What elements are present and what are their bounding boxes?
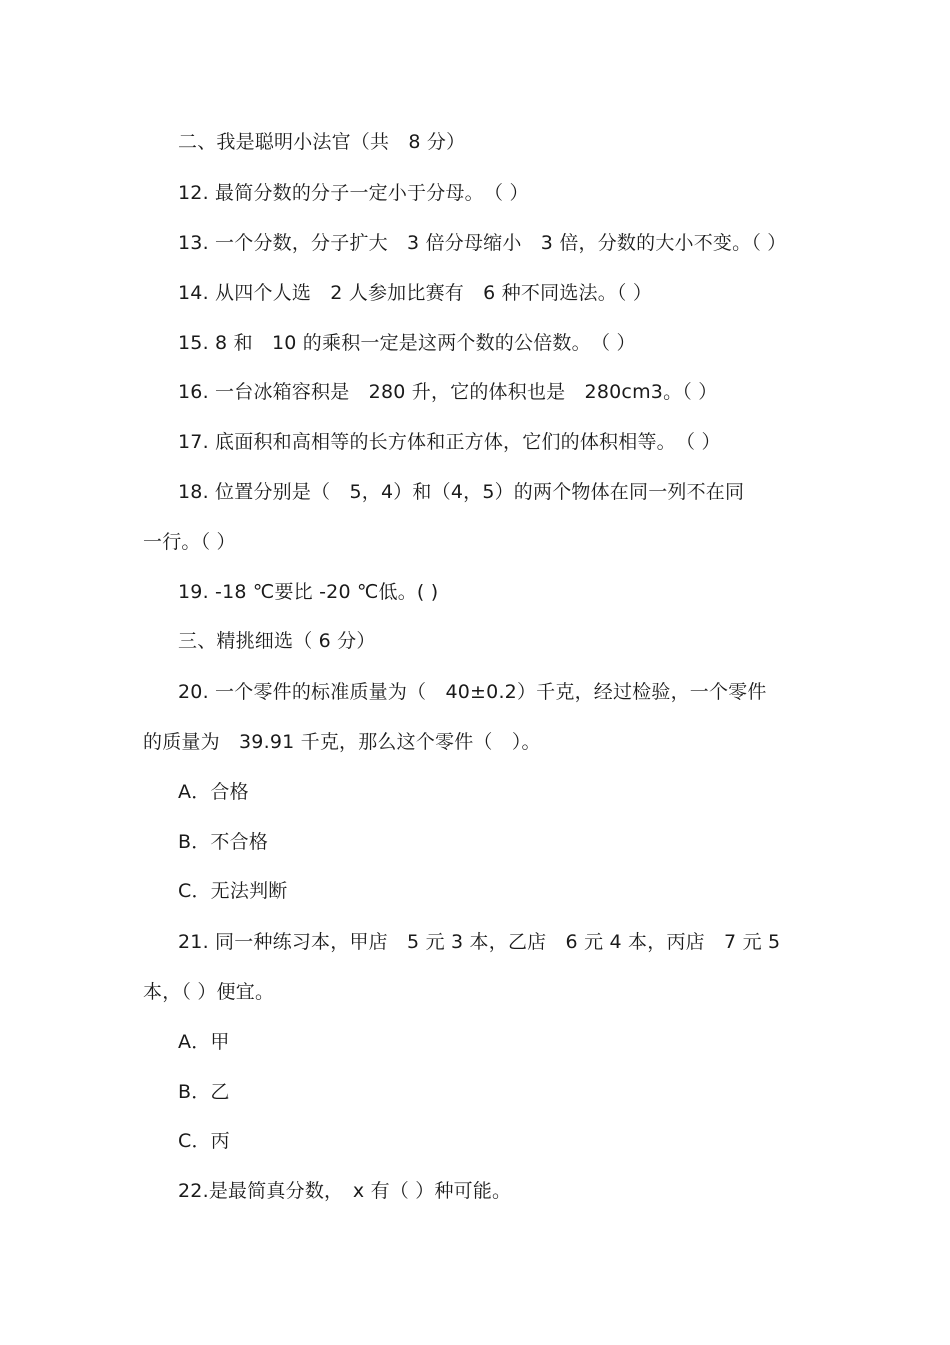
option-20-b: B．不合格 xyxy=(178,831,269,853)
option-20-c: C．无法判断 xyxy=(178,880,288,902)
question-19: 19. -18 ℃要比 -20 ℃低。( ) xyxy=(178,581,439,603)
option-21-a: A．甲 xyxy=(178,1031,230,1053)
question-15: 15. 8 和 10 的乘积一定是这两个数的公倍数。 （ ） xyxy=(178,332,636,354)
section-heading-3: 三、精挑细选（ 6 分） xyxy=(178,630,376,652)
question-21: 21. 同一种练习本，甲店 5 元 3 本，乙店 6 元 4 本，丙店 7 元 5 xyxy=(178,931,781,953)
question-12: 12. 最简分数的分子一定小于分母。 （ ） xyxy=(178,182,529,204)
question-14: 14. 从四个人选 2 人参加比赛有 6 种不同选法。（ ） xyxy=(178,282,653,304)
option-20-a: A．合格 xyxy=(178,781,249,803)
question-21-continued: 本，（ ）便宜。 xyxy=(143,981,275,1003)
section-heading-2: 二、我是聪明小法官（共 8 分） xyxy=(178,131,466,153)
question-22: 22.是最简真分数， x 有（ ）种可能。 xyxy=(178,1180,512,1202)
question-16: 16. 一台冰箱容积是 280 升，它的体积也是 280cm3。（ ） xyxy=(178,381,718,403)
question-17: 17. 底面积和高相等的长方体和正方体，它们的体积相等。 （ ） xyxy=(178,431,721,453)
question-18-continued: 一行。（ ） xyxy=(143,531,236,553)
question-13: 13. 一个分数，分子扩大 3 倍分母缩小 3 倍，分数的大小不变。（ ） xyxy=(178,232,787,254)
option-21-c: C．丙 xyxy=(178,1130,230,1152)
question-18: 18. 位置分别是（ 5，4）和（4，5）的两个物体在同一列不在同 xyxy=(178,481,745,503)
question-20: 20. 一个零件的标准质量为（ 40±0.2）千克，经过检验，一个零件 xyxy=(178,681,767,703)
option-21-b: B．乙 xyxy=(178,1081,230,1103)
question-20-continued: 的质量为 39.91 千克，那么这个零件（ ）。 xyxy=(143,731,541,753)
